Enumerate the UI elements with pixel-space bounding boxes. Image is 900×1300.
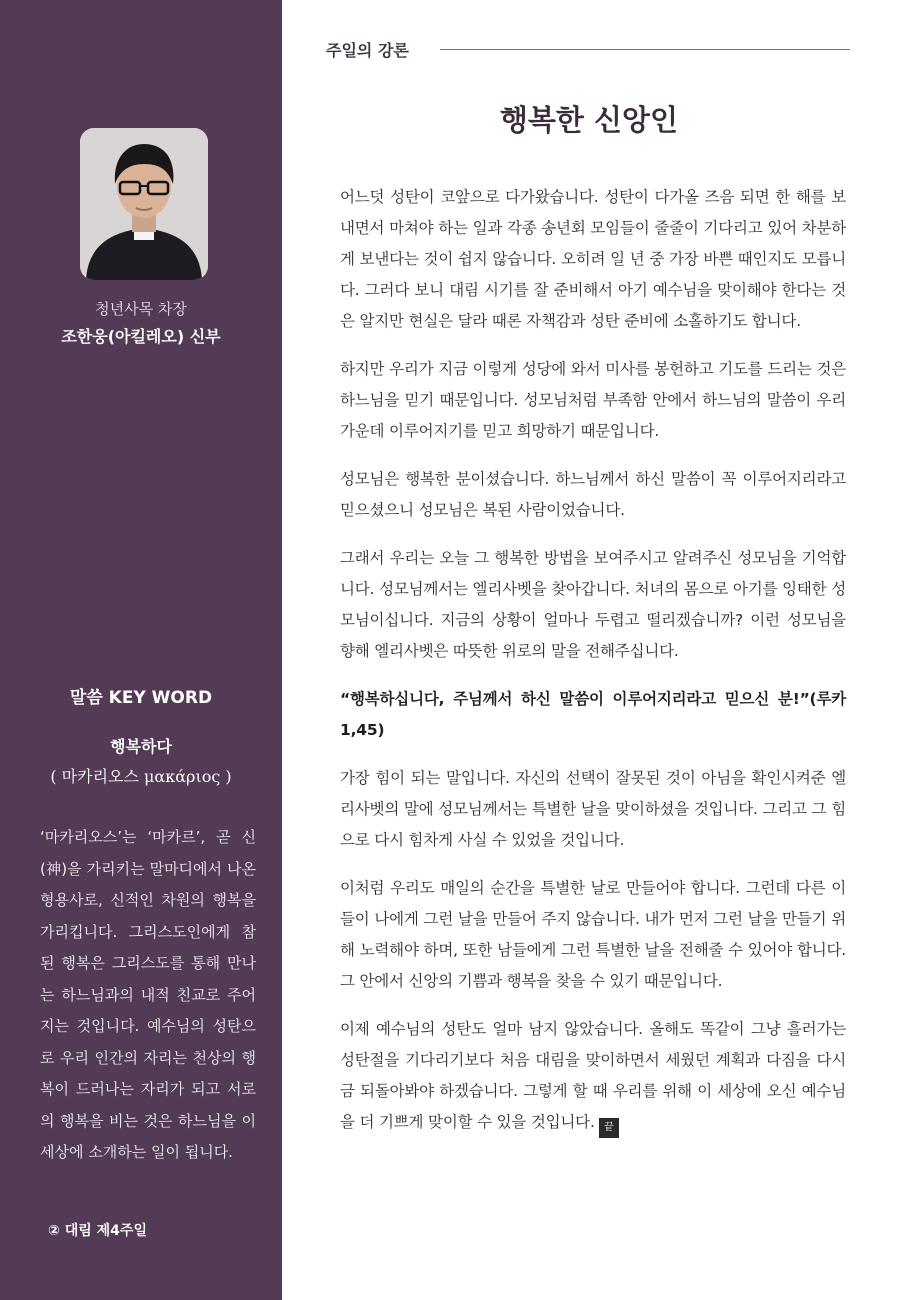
priest-portrait-icon: [80, 128, 208, 280]
paragraph-last: [340, 1014, 846, 1138]
author-name: 조한웅(아킬레오) 신부: [61, 327, 221, 346]
issue-label: ② 대림 제4주일: [48, 1223, 147, 1239]
keyword-origin: ( 마카리오스 μακάριος ): [50, 767, 232, 786]
paragraph: 하지만 우리가 지금 이렇게 성당에 와서 미사를 봉헌하고 기도를 드리는 것은 하느님을 믿기 때문입니다. 성모님처럼 부족함 안에서 하느님의 말씀이 우리 가운데 이루어지기를 믿고 희망하기 때문입니다.: [340, 360, 846, 440]
article-title: 행복한 신앙인: [499, 103, 678, 137]
sidebar: [0, 0, 282, 1300]
keyword-term: 행복하다: [110, 737, 172, 756]
keyword-heading: 말씀 KEY WORD: [69, 688, 213, 708]
author-photo: [80, 128, 208, 280]
keyword-description: ‘마카리오스’는 ‘마카르’, 곧 신(神)을 가리키는 말마디에서 나온 형용사로, 신적인 차원의 행복을 가리킵니다. 그리스도인에게 참된 행복은 그리스도를 통해 만나는 하느님과의 내적 친교로 주어지는 것입니다. 예수님의 성탄으로 우리 인간의 자리는 천상의 행복이 드러나는 자리가 되고 서로의 행복을 비는 것은 하느님을 이 세상에 소개하는 일이 됩니다.: [40, 828, 256, 1161]
paragraph-text: 이제 예수님의 성탄도 얼마 남지 않았습니다. 올해도 똑같이 그냥 흘러가는 성탄절을 기다리기보다 처음 대림을 맞이하면서 세웠던 계획과 다짐을 다시금 되돌아봐야 하겠습니다. 그렇게 할 때 우리를 위해 이 세상에 오신 예수님을 더 기쁘게 맞이할 수 있을 것입니다.: [340, 1020, 846, 1131]
paragraph: 그래서 우리는 오늘 그 행복한 방법을 보여주시고 알려주신 성모님을 기억합니다. 성모님께서는 엘리사벳을 찾아갑니다. 처녀의 몸으로 아기를 잉태한 성모님이십니다. 지금의 상황이 얼마나 두렵고 떨리겠습니까? 이런 성모님을 향해 엘리사벳은 따뜻한 위로의 말을 전해주십니다.: [340, 549, 846, 660]
author-role: 청년사목 차장: [95, 300, 187, 318]
end-mark-icon: 끝: [599, 1118, 619, 1138]
header-divider: [440, 49, 850, 50]
article-body: [340, 182, 846, 1155]
section-label: 주일의 강론: [326, 41, 409, 60]
paragraph: 가장 힘이 되는 말입니다. 자신의 선택이 잘못된 것이 아님을 확인시켜준 엘리사벳의 말에 성모님께서는 특별한 날을 맞이하셨을 것입니다. 그리고 그 힘으로 다시 힘차게 사실 수 있었을 것입니다.: [340, 769, 846, 849]
scripture-quote: “행복하십니다, 주님께서 하신 말씀이 이루어지리라고 믿으신 분!”(루카 1,45): [340, 690, 846, 739]
paragraph: 성모님은 행복한 분이셨습니다. 하느님께서 하신 말씀이 꼭 이루어지리라고 믿으셨으니 성모님은 복된 사람이었습니다.: [340, 470, 846, 519]
paragraph: 이처럼 우리도 매일의 순간을 특별한 날로 만들어야 합니다. 그런데 다른 이들이 나에게 그런 날을 만들어 주지 않습니다. 내가 먼저 그런 날을 만들기 위해 노력해야 하며, 또한 남들에게 그런 특별한 날을 전해줄 수 있어야 합니다. 그 안에서 신앙의 기쁨과 행복을 찾을 수 있기 때문입니다.: [340, 879, 846, 990]
paragraph: 어느덧 성탄이 코앞으로 다가왔습니다. 성탄이 다가올 즈음 되면 한 해를 보내면서 마쳐야 하는 일과 각종 송년회 모임들이 줄줄이 기다리고 있어 차분하게 보낸다는 것이 쉽지 않습니다. 오히려 일 년 중 가장 바쁜 때인지도 모릅니다. 그러다 보니 대림 시기를 잘 준비해서 아기 예수님을 맞이해야 한다는 것은 알지만 현실은 달라 때론 자책감과 성탄 준비에 소홀하기도 합니다.: [340, 188, 846, 330]
